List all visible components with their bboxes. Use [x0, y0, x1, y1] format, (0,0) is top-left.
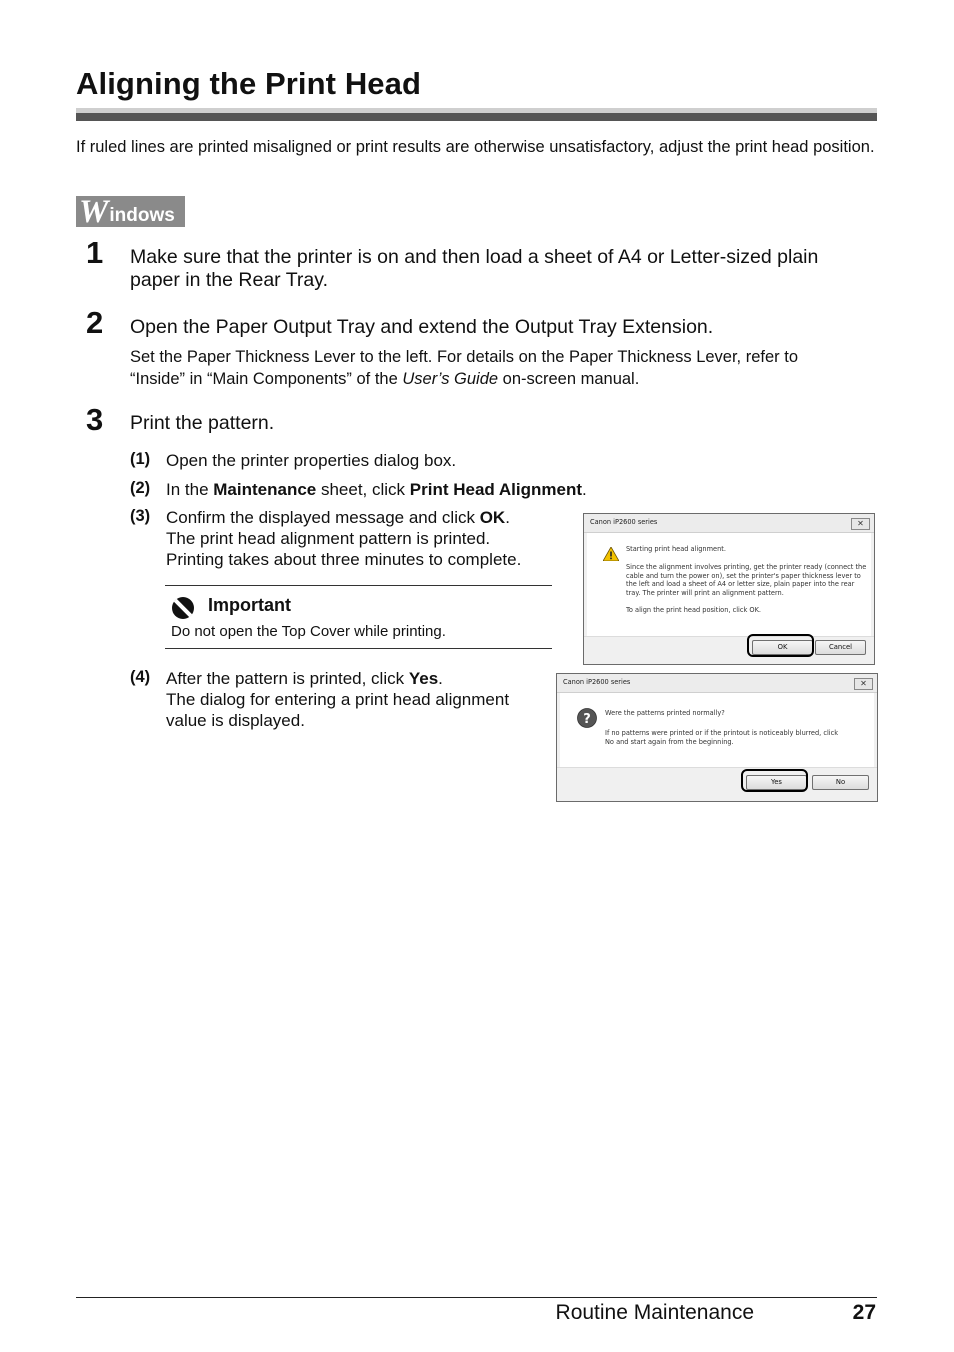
- step-2-detail-text-a: “Inside” in “Main Components” of the: [130, 370, 403, 388]
- windows-badge: [76, 194, 185, 230]
- substep-2-text: [166, 479, 587, 501]
- yes-button[interactable]: Yes: [746, 775, 807, 790]
- step-3-text: Print the pattern.: [130, 412, 275, 434]
- ok-button-highlight: [747, 634, 814, 657]
- step-2-detail-line-1: Set the Paper Thickness Lever to the left. For details on the Paper Thickness Lever, refer to: [130, 348, 799, 366]
- ok-button[interactable]: OK: [752, 640, 813, 655]
- step-2-number: 2: [86, 305, 104, 340]
- cancel-button[interactable]: Cancel: [815, 640, 866, 655]
- dialog-heading: Were the patterns printed normally?: [605, 709, 725, 717]
- title-underline: [76, 108, 877, 121]
- ok-label: OK: [479, 508, 506, 527]
- dialog-body-line-1: If no patterns were printed or if the printout is noticeably blurred, click: [605, 729, 839, 737]
- important-text: Do not open the Top Cover while printing.: [171, 623, 446, 640]
- step-2-text: Open the Paper Output Tray and extend the Output Tray Extension.: [130, 316, 714, 338]
- dialog-body-line-3: the left and load a sheet of A4 or letter size, plain paper into the rear: [626, 580, 855, 588]
- dialog-body-line-1: Since the alignment involves printing, get the printer ready (connect the: [626, 563, 867, 571]
- dialog-body-line-2: No and start again from the beginning.: [605, 737, 734, 746]
- substep-4-text-line-1: [166, 668, 443, 690]
- close-icon[interactable]: ✕: [854, 678, 873, 690]
- dialog-body-line-4: tray. The printer will print an alignment pattern.: [626, 588, 784, 597]
- step-1-text-line-1: Make sure that the printer is on and then load a sheet of A4 or Letter-sized plain: [130, 246, 819, 268]
- substep-1-number: (1): [130, 450, 151, 468]
- footer-section-name: Routine Maintenance: [555, 1301, 754, 1324]
- windows-badge-rest: indows: [109, 205, 175, 226]
- users-guide-reference: User’s Guide: [402, 370, 499, 388]
- substep-4-text-line-3: value is displayed.: [166, 711, 305, 730]
- substep-2-number: (2): [130, 479, 151, 497]
- no-button[interactable]: No: [812, 775, 869, 790]
- page-number: 27: [852, 1301, 876, 1324]
- print-head-alignment-label: Print Head Alignment: [409, 480, 583, 499]
- dialog-titlebar: [557, 674, 877, 693]
- substep-3-text-a: Confirm the displayed message and click: [166, 508, 480, 527]
- dialog-heading: Starting print head alignment.: [626, 545, 726, 553]
- intro-paragraph: If ruled lines are printed misaligned or print results are otherwise unsatisfactory, adjust the print head position.: [76, 138, 875, 156]
- dialog-titlebar: [584, 514, 874, 533]
- substep-4-number: (4): [130, 668, 151, 686]
- substep-3-number: (3): [130, 507, 151, 525]
- alignment-dialog-screenshot: [583, 513, 875, 665]
- step-2-detail-line-2: [130, 368, 639, 390]
- step-3-number: 3: [86, 402, 104, 437]
- important-bottom-rule: [165, 648, 552, 649]
- dialog-title: Canon iP2600 series: [563, 678, 631, 686]
- warning-icon: [603, 547, 619, 561]
- step-1-text-line-2: paper in the Rear Tray.: [130, 269, 328, 291]
- substep-4-text-a: After the pattern is printed, click: [166, 669, 409, 688]
- substep-3-text-line-3: Printing takes about three minutes to complete.: [166, 550, 522, 569]
- prohibition-icon: [171, 596, 195, 620]
- important-title: Important: [208, 595, 291, 615]
- dialog-instruction: To align the print head position, click OK.: [626, 606, 762, 614]
- dialog-body: [560, 693, 874, 767]
- substep-3-text-line-1: [166, 507, 510, 529]
- substep-2-text-a: In the: [166, 480, 214, 499]
- svg-text:?: ?: [583, 712, 591, 727]
- substep-3-text-c: .: [505, 508, 510, 527]
- dialog-body: [587, 533, 871, 636]
- footer-rule: [76, 1297, 877, 1298]
- yes-label: Yes: [408, 669, 439, 688]
- confirm-dialog-screenshot: [556, 673, 878, 802]
- substep-3-text-line-2: The print head alignment pattern is printed.: [166, 529, 491, 548]
- close-icon[interactable]: ✕: [851, 518, 870, 530]
- dialog-body-line-2: cable and turn the power on), set the printer's paper thickness lever to: [626, 571, 861, 580]
- substep-4-text-c: .: [438, 669, 443, 688]
- step-2-detail-text-b: on-screen manual.: [498, 370, 640, 388]
- page-title: Aligning the Print Head: [76, 66, 422, 101]
- step-1-number: 1: [86, 235, 104, 270]
- substep-2-text-c: sheet, click: [316, 480, 410, 499]
- question-icon: [577, 708, 597, 728]
- substep-4-text-line-2: The dialog for entering a print head alignment: [166, 690, 510, 709]
- windows-badge-initial: W: [79, 194, 109, 230]
- important-top-rule: [165, 585, 552, 586]
- yes-button-highlight: [741, 769, 808, 792]
- substep-2-text-d: .: [582, 480, 587, 499]
- substep-1-text: Open the printer properties dialog box.: [166, 451, 457, 470]
- maintenance-label: Maintenance: [213, 480, 317, 499]
- dialog-title: Canon iP2600 series: [590, 518, 658, 526]
